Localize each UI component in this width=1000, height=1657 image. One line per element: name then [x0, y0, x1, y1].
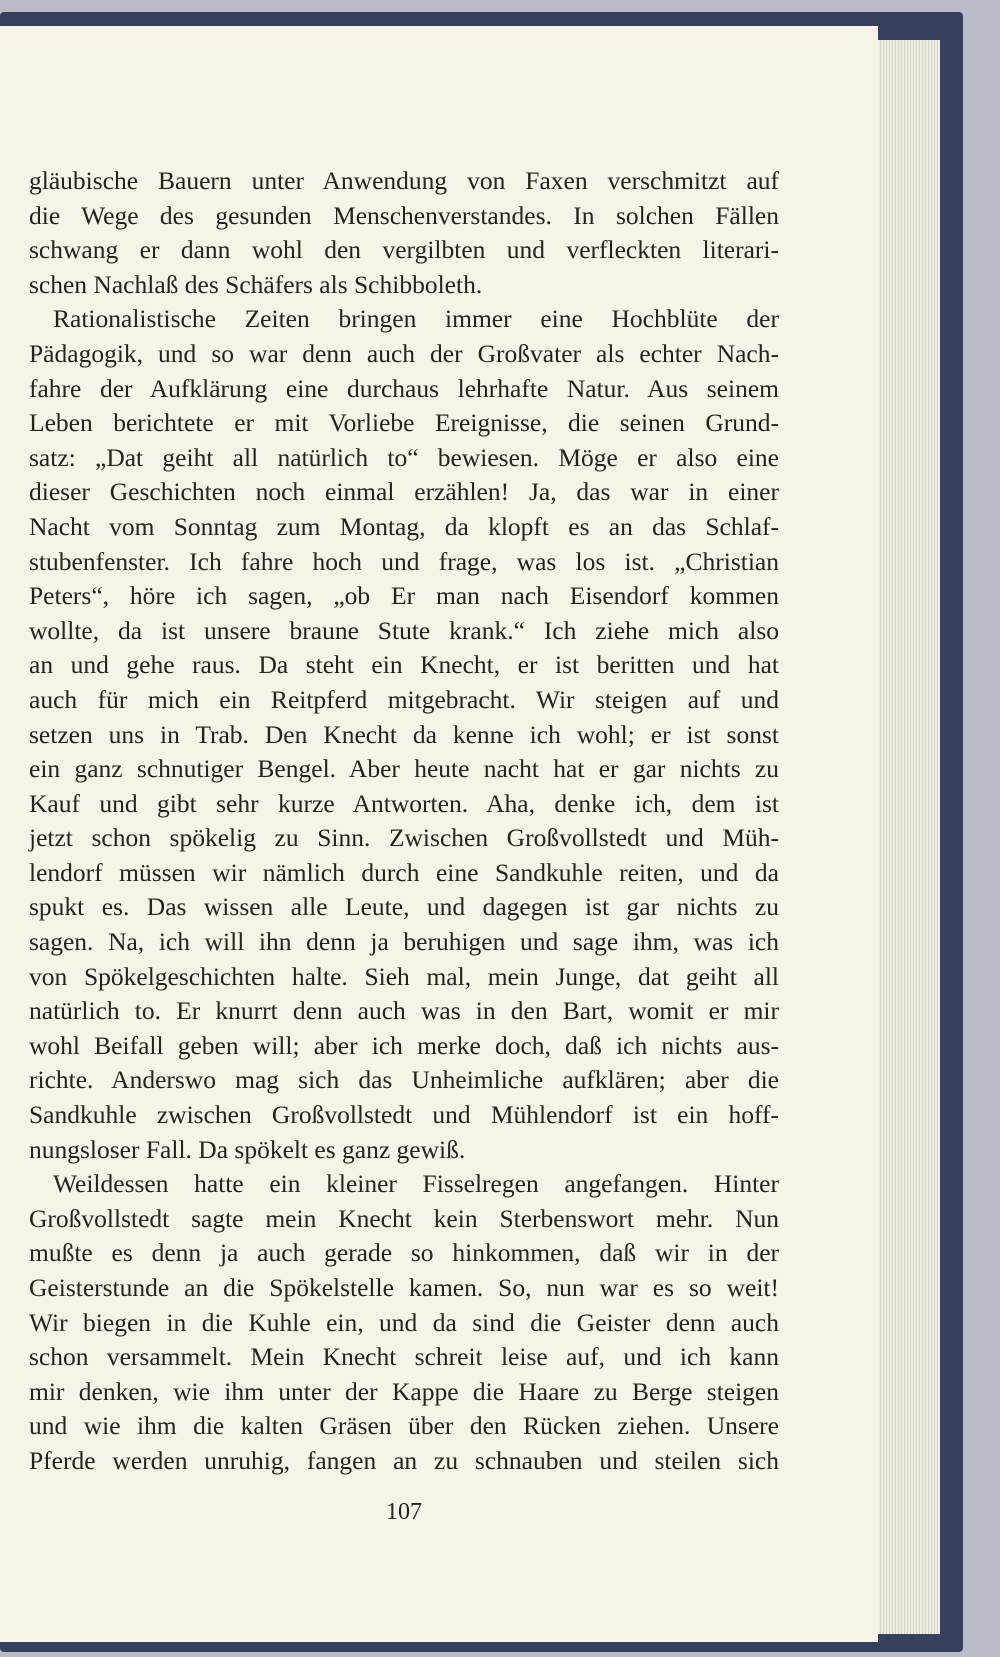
paragraph-3 — [29, 1167, 779, 1478]
text-line: jetzt schon spökelig zu Sinn. Zwischen Großvollstedt und Müh- — [29, 823, 779, 853]
body-text — [29, 164, 779, 1479]
text-line: auch für mich ein Reitpferd mitgebracht. Wir steigen auf und — [29, 684, 779, 714]
text-line: sagen. Na, ich will ihn denn ja beruhigen und sage ihm, was ich — [29, 927, 779, 957]
paragraph-2 — [29, 302, 779, 1167]
text-line: setzen uns in Trab. Den Knecht da kenne ich wohl; er ist sonst — [29, 719, 779, 749]
text-line: wohl Beifall geben will; aber ich merke doch, daß ich nichts aus- — [29, 1030, 779, 1060]
text-line: dieser Geschichten noch einmal erzählen! Ja, das war in einer — [29, 477, 779, 507]
text-line: Pferde werden unruhig, fangen an zu schnauben und steilen sich — [29, 1445, 779, 1475]
text-line: Leben berichtete er mit Vorliebe Ereignisse, die seinen Grund- — [29, 408, 779, 438]
text-line: mir denken, wie ihm unter der Kappe die Haare zu Berge steigen — [29, 1376, 779, 1406]
text-line: fahre der Aufklärung eine durchaus lehrhafte Natur. Aus seinem — [29, 373, 779, 403]
text-line: ein ganz schnutiger Bengel. Aber heute nacht hat er gar nichts zu — [29, 754, 779, 784]
text-line: Geisterstunde an die Spökelstelle kamen. So, nun war es so weit! — [29, 1273, 779, 1302]
text-line: Weildessen hatte ein kleiner Fisselregen angefangen. Hinter — [53, 1169, 779, 1199]
text-line: schon versammelt. Mein Knecht schreit leise auf, und ich kann — [29, 1342, 779, 1372]
text-line: richte. Anderswo mag sich das Unheimliche aufklären; aber die — [29, 1065, 779, 1095]
paragraph-1 — [29, 164, 779, 302]
text-line: schen Nachlaß des Schäfers als Schibboleth. — [29, 269, 483, 299]
text-line: Nacht vom Sonntag zum Montag, da klopft es an das Schlaf- — [29, 511, 779, 541]
text-line: schwang er dann wohl den vergilbten und verfleckten literari- — [29, 235, 779, 265]
text-line: Pädagogik, und so war denn auch der Großvater als echter Nach- — [29, 338, 779, 368]
text-line: von Spökelgeschichten halte. Sieh mal, mein Junge, dat geiht all — [29, 961, 779, 991]
page-edges — [878, 40, 940, 1634]
text-line: lendorf müssen wir nämlich durch eine Sandkuhle reiten, und da — [29, 857, 779, 887]
text-line: Kauf und gibt sehr kurze Antworten. Aha, denke ich, dem ist — [29, 788, 779, 818]
text-line: Sandkuhle zwischen Großvollstedt und Mühlendorf ist ein hoff- — [29, 1100, 779, 1130]
text-line: Rationalistische Zeiten bringen immer eine Hochblüte der — [53, 304, 779, 334]
text-line: mußte es denn ja auch gerade so hinkommen, daß wir in der — [29, 1238, 779, 1268]
book-page — [0, 26, 878, 1642]
text-line: natürlich to. Er knurrt denn auch was in den Bart, womit er mir — [29, 996, 779, 1026]
text-line: und wie ihm die kalten Gräsen über den Rücken ziehen. Unsere — [29, 1411, 779, 1441]
text-line: Großvollstedt sagte mein Knecht kein Sterbenswort mehr. Nun — [29, 1203, 779, 1233]
text-line: stubenfenster. Ich fahre hoch und frage, was los ist. „Christian — [29, 546, 779, 576]
text-line: satz: „Dat geiht all natürlich to“ bewiesen. Möge er also eine — [29, 442, 779, 472]
text-line: gläubische Bauern unter Anwendung von Faxen verschmitzt auf — [29, 166, 779, 195]
text-line: Wir biegen in die Kuhle ein, und da sind die Geister denn auch — [29, 1307, 779, 1337]
text-line: an und gehe raus. Da steht ein Knecht, er ist beritten und hat — [29, 650, 779, 680]
text-line: spukt es. Das wissen alle Leute, und dagegen ist gar nichts zu — [29, 892, 779, 922]
page-number: 107 — [386, 1499, 422, 1525]
text-line: wollte, da ist unsere braune Stute krank.“ Ich ziehe mich also — [29, 615, 779, 645]
text-line: die Wege des gesunden Menschenverstandes. In solchen Fällen — [29, 200, 779, 230]
text-line: nungsloser Fall. Da spökelt es ganz gewiß. — [29, 1134, 466, 1164]
text-line: Peters“, höre ich sagen, „ob Er man nach Eisendorf kommen — [29, 581, 779, 611]
